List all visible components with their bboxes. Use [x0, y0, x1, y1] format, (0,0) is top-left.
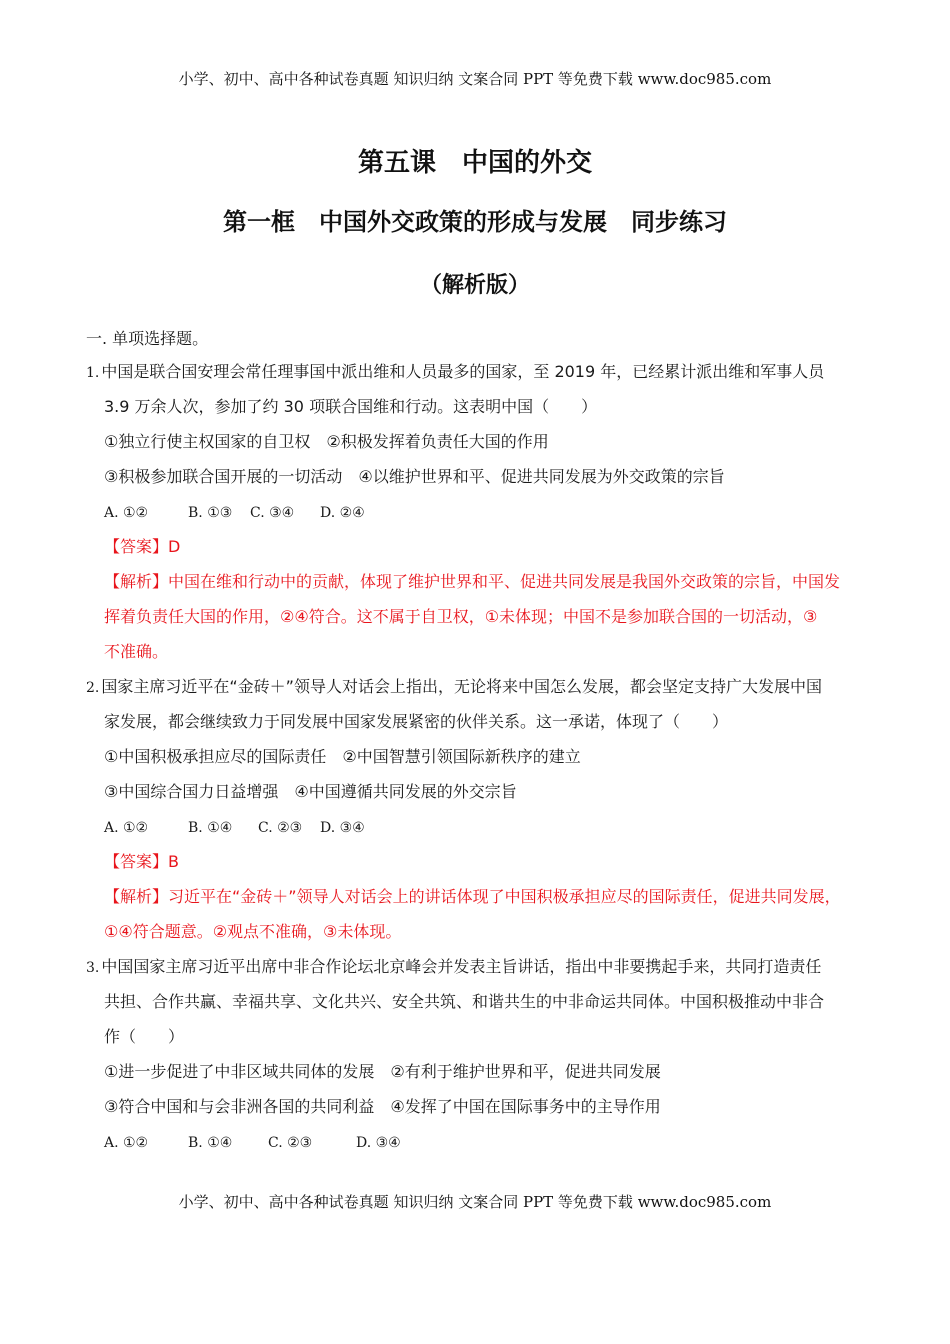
option-row [86, 494, 876, 529]
question-stem-line: 3.9 万余人次，参加了约 30 项联合国维和行动。这表明中国（ ） [104, 397, 598, 416]
analysis-text: 习近平在“金砖＋”领导人对话会上的讲话体现了中国积极承担应尽的国际责任，促进共同发展， [168, 887, 841, 906]
option-d: D. ③④ [356, 1135, 401, 1151]
document-body [86, 324, 876, 1159]
question-number: 2. [86, 680, 100, 696]
question-stem-line: 作（ ） [104, 1027, 185, 1046]
frame-title: 第一框 中国外交政策的形成与发展 同步练习 [223, 208, 727, 236]
analysis-line [86, 564, 876, 599]
question-stem-line [86, 949, 876, 984]
statement-line: ①进一步促进了中非区域共同体的发展 ②有利于维护世界和平，促进共同发展 [104, 1062, 661, 1081]
option-c: C. ②③ [268, 1135, 313, 1151]
statement-line: ③中国综合国力日益增强 ④中国遵循共同发展的外交宗旨 [104, 782, 517, 801]
option-d: D. ②④ [320, 505, 365, 521]
question-block [86, 669, 876, 949]
statement-line: ①独立行使主权国家的自卫权 ②积极发挥着负责任大国的作用 [104, 432, 549, 451]
analysis-label: 【解析】 [104, 572, 169, 591]
question-number: 3. [86, 960, 100, 976]
option-b: B. ①④ [188, 1135, 233, 1151]
question-block [86, 354, 876, 669]
question-stem-line [86, 669, 876, 704]
analysis-label: 【解析】 [104, 887, 169, 906]
analysis-line [86, 879, 876, 914]
option-c: C. ③④ [250, 505, 295, 521]
edition-title: （解析版） [419, 273, 530, 298]
section-heading: 一. 单项选择题。 [86, 329, 209, 348]
question-number: 1. [86, 365, 100, 381]
statement-line: ①中国积极承担应尽的国际责任 ②中国智慧引领国际新秩序的建立 [104, 747, 581, 766]
page-footer: 小学、初中、高中各种试卷真题 知识归纳 文案合同 PPT 等免费下载 www.doc985.com [178, 1193, 772, 1211]
answer-value: D [168, 537, 181, 556]
statement-line: ③积极参加联合国开展的一切活动 ④以维护世界和平、促进共同发展为外交政策的宗旨 [104, 467, 725, 486]
statement-line: ③符合中国和与会非洲各国的共同利益 ④发挥了中国在国际事务中的主导作用 [104, 1097, 661, 1116]
stem-text: 中国国家主席习近平出席中非合作论坛北京峰会并发表主旨讲话，指出中非要携起手来，共同打造责任 [101, 957, 822, 976]
answer-label: 【答案】 [104, 537, 169, 556]
page-header: 小学、初中、高中各种试卷真题 知识归纳 文案合同 PPT 等免费下载 www.doc985.com [178, 70, 772, 88]
option-d: D. ③④ [320, 820, 365, 836]
option-row [86, 1124, 876, 1159]
stem-text: 中国是联合国安理会常任理事国中派出维和人员最多的国家，至 2019 年，已经累计派出维和军事人员 [101, 362, 825, 381]
lesson-title: 第五课 中国的外交 [357, 148, 592, 178]
option-b: B. ①④ [188, 820, 233, 836]
option-a: A. ①② [104, 820, 149, 836]
question-stem-line: 家发展，都会继续致力于同发展中国家发展紧密的伙伴关系。这一承诺，体现了（ ） [104, 712, 729, 731]
question-stem-line: 共担、合作共赢、幸福共享、文化共兴、安全共筑、和谐共生的中非命运共同体。中国积极推动中非合 [104, 992, 825, 1011]
option-a: A. ①② [104, 1135, 149, 1151]
analysis-line: 不准确。 [104, 642, 169, 661]
option-a: A. ①② [104, 505, 149, 521]
answer-label: 【答案】 [104, 852, 169, 871]
stem-text: 国家主席习近平在“金砖＋”领导人对话会上指出，无论将来中国怎么发展，都会坚定支持广大发展中国 [101, 677, 822, 696]
answer-value: B [168, 852, 179, 871]
analysis-text: 中国在维和行动中的贡献，体现了维护世界和平、促进共同发展是我国外交政策的宗旨，中国发 [168, 572, 841, 591]
option-c: C. ②③ [258, 820, 303, 836]
analysis-line: ①④符合题意。②观点不准确，③未体现。 [104, 922, 402, 941]
question-block [86, 949, 876, 1159]
option-row [86, 809, 876, 844]
answer-line [86, 844, 876, 879]
answer-line [86, 529, 876, 564]
option-b: B. ①③ [188, 505, 233, 521]
question-stem-line [86, 354, 876, 389]
analysis-line: 挥着负责任大国的作用，②④符合。这不属于自卫权，①未体现；中国不是参加联合国的一切活动，③ [104, 607, 818, 626]
